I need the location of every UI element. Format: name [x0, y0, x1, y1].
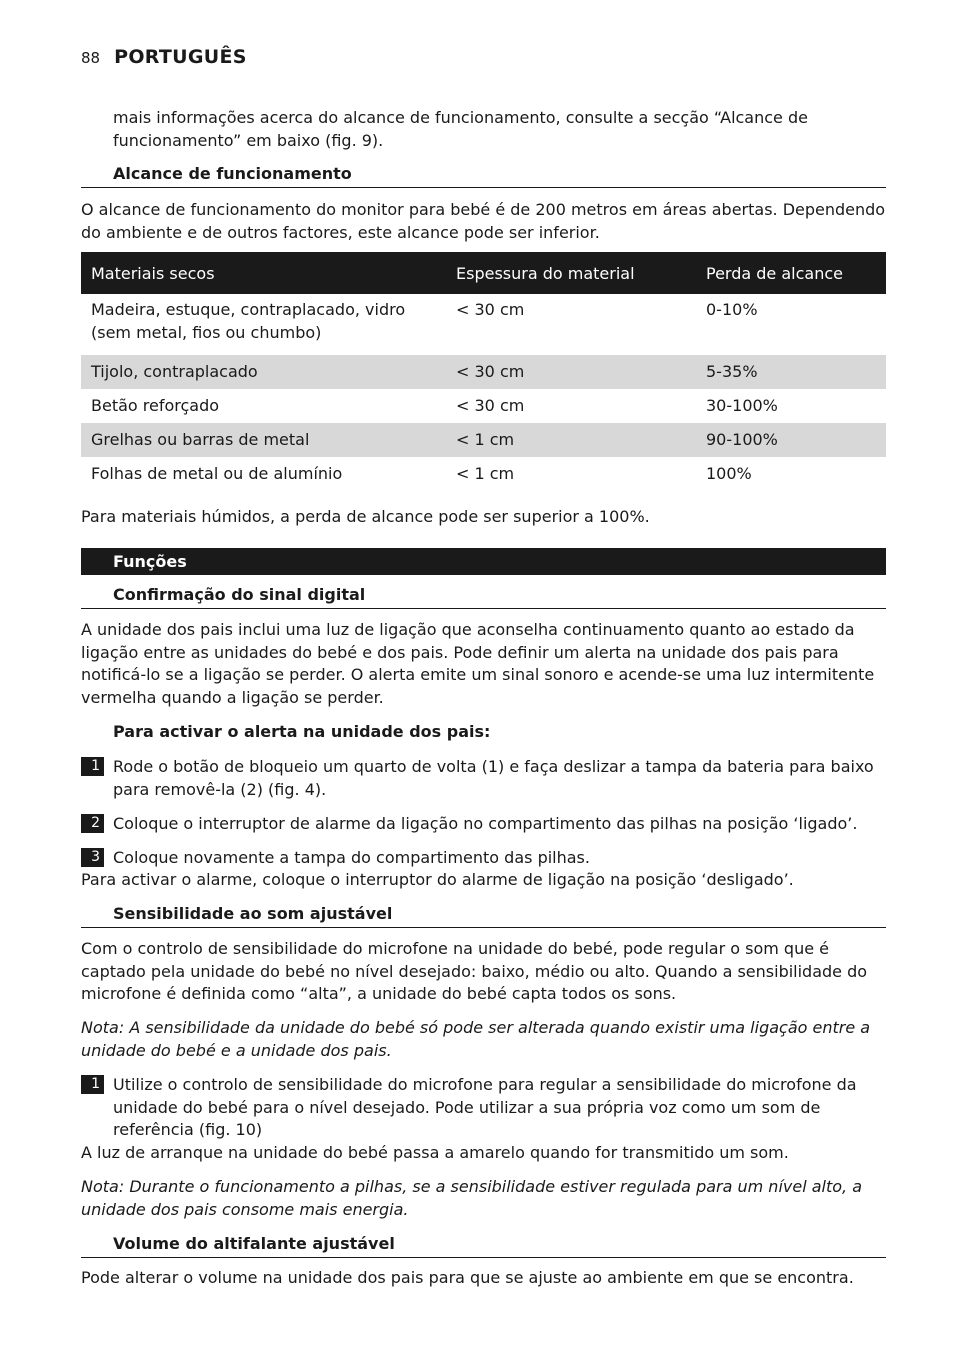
- page-number: 88: [81, 49, 101, 67]
- functions-section-bar: Funções: [81, 548, 886, 575]
- table-cell: < 1 cm: [446, 423, 696, 457]
- language-title: PORTUGUÊS: [114, 46, 247, 68]
- digital-signal-body: A unidade dos pais inclui uma luz de ligação que aconselha continuamento quanto ao estado da ligação entre as unidades do bebé e dos pais. Pode definir um alerta na unidade dos pais para notificá-lo se a ligação se perder. O alerta emite um sinal sonoro e acende-se uma luz intermitente vermelha quando a ligação se perder.: [81, 620, 875, 707]
- step-text: Coloque novamente a tampa do compartimento das pilhas.: [113, 848, 590, 867]
- step-item: [81, 847, 886, 870]
- range-table: [81, 252, 886, 491]
- start-light-text: A luz de arranque na unidade do bebé passa a amarelo quando for transmitido um som.: [81, 1143, 789, 1162]
- step-text: Rode o botão de bloqueio um quarto de volta (1) e faça deslizar a tampa da bateria para baixo para removê-la (2) (fig. 4).: [113, 757, 874, 799]
- table-cell: Madeira, estuque, contraplacado, vidro (sem metal, fios ou chumbo): [91, 300, 406, 342]
- step-item: [81, 756, 886, 801]
- table-header-cell: Perda de alcance: [696, 252, 886, 294]
- table-header-cell: Materiais secos: [81, 252, 446, 294]
- intro-continuation: mais informações acerca do alcance de funcionamento, consulte a secção “Alcance de funcionamento” em baixo (fig. 9).: [113, 108, 808, 150]
- table-cell: 5-35%: [696, 355, 886, 389]
- table-cell: Folhas de metal ou de alumínio: [91, 464, 343, 483]
- table-cell: 90-100%: [696, 423, 886, 457]
- table-cell: Betão reforçado: [91, 396, 220, 415]
- sensitivity-heading: Sensibilidade ao som ajustável: [81, 903, 886, 928]
- sensitivity-body: Com o controlo de sensibilidade do microfone na unidade do bebé, pode regular o som que é captado pela unidade do bebé no nível desejado: baixo, médio ou alto. Quando a sensibilidade do microfone é definida como “alta”, a unidade do bebé capta todos os sons.: [81, 939, 868, 1003]
- step-text: Utilize o controlo de sensibilidade do microfone para regular a sensibilidade do microfone da unidade do bebé para o nível desejado. Pode utilizar a sua própria voz como um som de referência (fig. 10): [113, 1075, 857, 1139]
- range-heading: Alcance de funcionamento: [81, 163, 886, 188]
- sensitivity-note: Nota: A sensibilidade da unidade do bebé só pode ser alterada quando existir uma ligação entre a unidade do bebé e a unidade dos pais.: [81, 1018, 871, 1060]
- table-cell: 30-100%: [706, 396, 778, 415]
- page-header: [81, 46, 247, 74]
- battery-note: Nota: Durante o funcionamento a pilhas, se a sensibilidade estiver regulada para um nível alto, a unidade dos pais consome mais energia.: [81, 1177, 863, 1219]
- table-row: [81, 294, 886, 355]
- table-row: [81, 423, 886, 457]
- activate-alert-subheading: Para activar o alerta na unidade dos pais:: [113, 722, 491, 741]
- table-cell: Tijolo, contraplacado: [81, 355, 446, 389]
- table-cell: < 1 cm: [456, 464, 515, 483]
- digital-signal-heading: Confirmação do sinal digital: [81, 584, 886, 609]
- wet-materials-note: Para materiais húmidos, a perda de alcance pode ser superior a 100%.: [81, 507, 650, 526]
- table-row: [81, 457, 886, 491]
- volume-heading: Volume do altifalante ajustável: [81, 1233, 886, 1258]
- step-number: 1: [81, 757, 104, 776]
- table-cell: 0-10%: [706, 300, 758, 319]
- table-cell: < 30 cm: [456, 396, 525, 415]
- range-body: O alcance de funcionamento do monitor para bebé é de 200 metros em áreas abertas. Dependendo do ambiente e de outros factores, este alcance pode ser inferior.: [81, 200, 886, 242]
- step-text: Coloque o interruptor de alarme da ligação no compartimento das pilhas na posição ‘ligado’.: [113, 814, 858, 833]
- table-cell: < 30 cm: [456, 300, 525, 319]
- step-number: 3: [81, 848, 104, 867]
- table-row: [81, 389, 886, 423]
- step-number: 2: [81, 814, 104, 833]
- table-row: [81, 355, 886, 389]
- step-item: [81, 1074, 886, 1142]
- volume-body: Pode alterar o volume na unidade dos pais para que se ajuste ao ambiente em que se encontra.: [81, 1268, 854, 1287]
- step-number: 1: [81, 1075, 104, 1094]
- step-item: [81, 813, 886, 836]
- table-cell: Grelhas ou barras de metal: [81, 423, 446, 457]
- table-cell: 100%: [706, 464, 752, 483]
- table-header-cell: Espessura do material: [446, 252, 696, 294]
- deactivate-alert-text: Para activar o alarme, coloque o interruptor do alarme de ligação na posição ‘desligado’.: [81, 870, 794, 889]
- table-header-row: [81, 252, 886, 294]
- table-cell: < 30 cm: [446, 355, 696, 389]
